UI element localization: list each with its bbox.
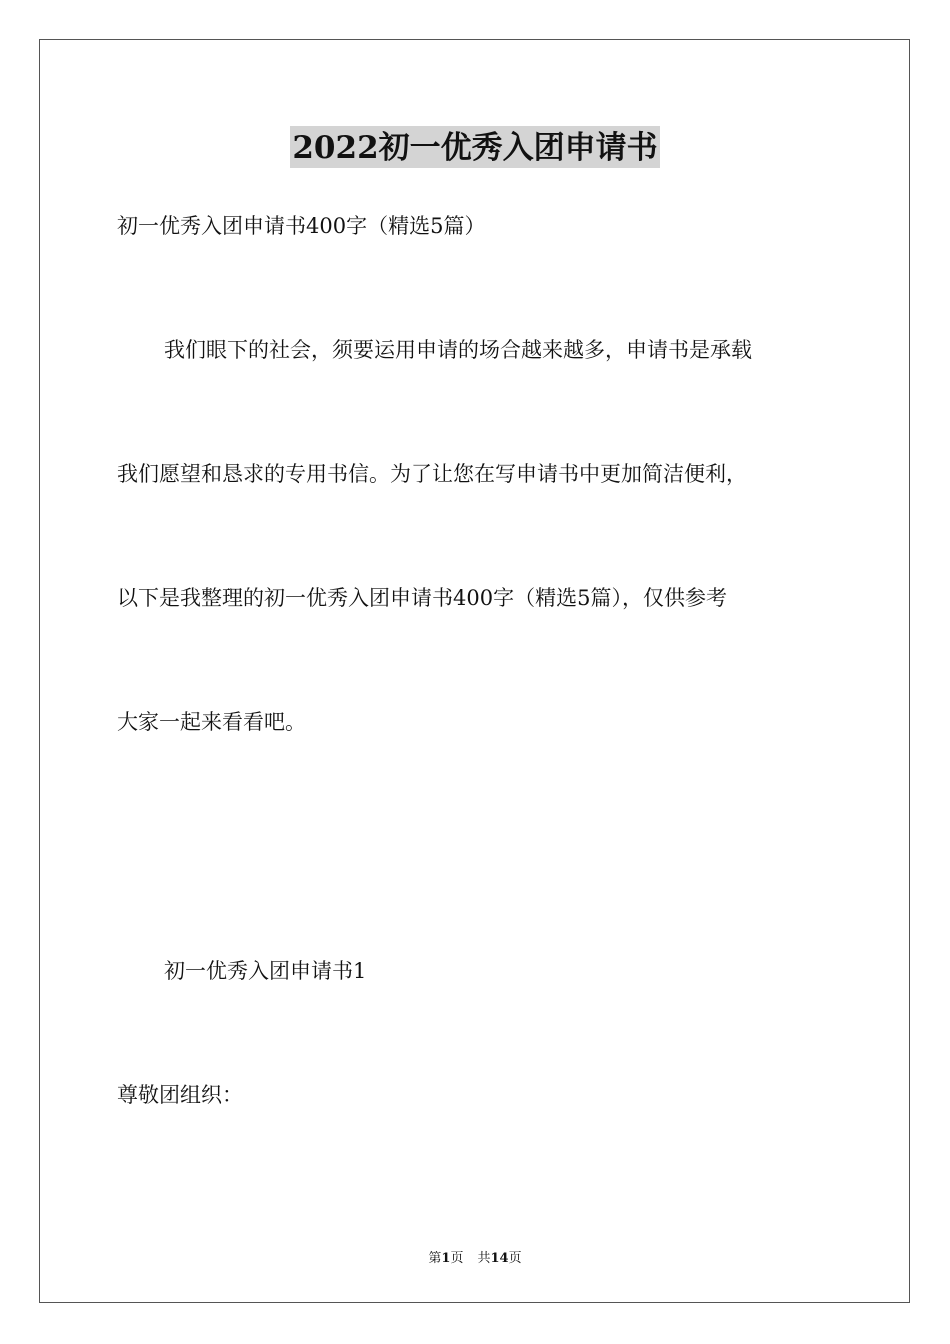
total-suffix: 页 xyxy=(508,1251,522,1266)
section-heading: 初一优秀入团申请书1 xyxy=(164,959,367,983)
paragraph-line: 我们眼下的社会，须要运用申请的场合越来越多，申请书是承载 xyxy=(164,338,752,362)
salutation: 尊敬团组织： xyxy=(117,1083,243,1107)
title-container xyxy=(0,126,950,168)
paragraph-line: 以下是我整理的初一优秀入团申请书400字（精选5篇），仅供参考 xyxy=(117,586,727,610)
paragraph-line: 大家一起来看看吧。 xyxy=(117,710,306,734)
total-pages: 14 xyxy=(490,1251,509,1266)
total-prefix: 共 xyxy=(477,1251,491,1266)
page-footer xyxy=(0,1247,950,1266)
document-subtitle: 初一优秀入团申请书400字（精选5篇） xyxy=(117,214,486,238)
paragraph-line: 我们愿望和恳求的专用书信。为了让您在写申请书中更加简洁便利， xyxy=(117,462,747,486)
page-prefix: 第 xyxy=(428,1251,442,1266)
page-suffix: 页 xyxy=(450,1251,464,1266)
document-title: 2022初一优秀入团申请书 xyxy=(290,126,659,168)
page-number: 1 xyxy=(441,1251,451,1266)
